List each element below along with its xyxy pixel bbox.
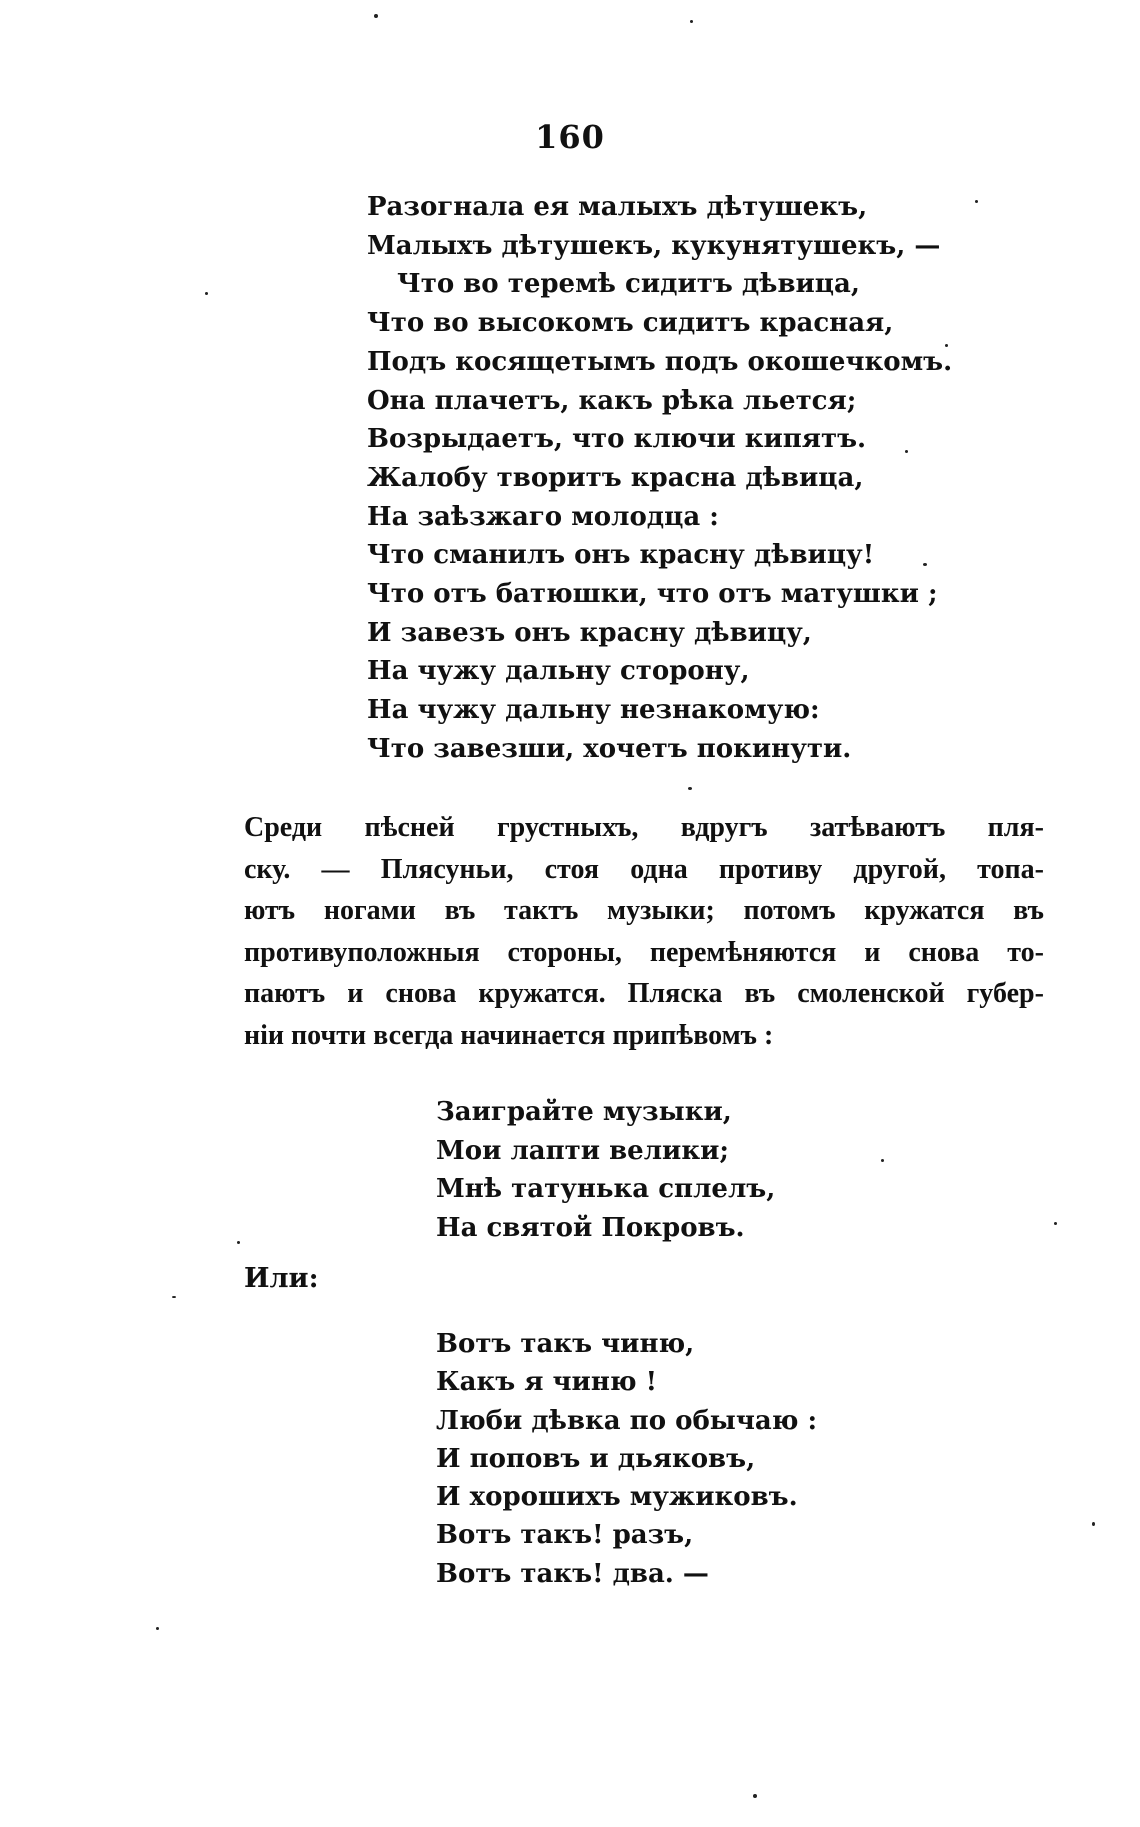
verse-line: Мнѣ татунька сплелъ,: [436, 1174, 776, 1204]
verse-line: Разогнала ея малыхъ дѣтушекъ,: [367, 192, 868, 222]
print-speck: [156, 1627, 159, 1630]
prose-word: стороны,: [507, 936, 622, 968]
prose-word: противуположныя: [244, 936, 480, 968]
verse-line: Вотъ такъ! два. —: [436, 1558, 709, 1589]
verse-line: Что сманилъ онъ красну дѣвицу!: [367, 540, 875, 571]
prose-word: топа-: [977, 853, 1044, 885]
prose-word: —: [321, 853, 350, 885]
prose-word: затѣваютъ: [810, 812, 946, 843]
prose-word: перемѣняются: [649, 936, 837, 968]
verse-line: Что во высокомъ сидитъ красная,: [367, 308, 894, 339]
print-speck: [905, 450, 908, 453]
verse-line: И хорошихъ мужиковъ.: [436, 1482, 798, 1513]
verse-line: Она плачетъ, какъ рѣка льется;: [367, 385, 857, 416]
verse-line: Заиграйте музыки,: [436, 1097, 732, 1127]
prose-word: ютъ: [244, 895, 296, 927]
prose-word: одна: [630, 853, 688, 885]
page-number: 160: [535, 118, 605, 156]
print-speck: [690, 20, 693, 23]
prose-word: и: [864, 936, 881, 968]
prose-word: въ: [744, 978, 776, 1010]
print-speck: [374, 14, 378, 18]
prose-word: кружатся: [864, 895, 985, 927]
verse-line: Подъ косящетымъ подъ окошечкомъ.: [367, 346, 953, 377]
verse-line: Мои лапти велики;: [436, 1135, 729, 1166]
prose-word: музыки;: [607, 895, 715, 927]
prose-word: стоя: [544, 853, 600, 885]
prose-word: и: [347, 978, 364, 1010]
label-or: Или:: [244, 1263, 319, 1294]
prose-word: ніи почти всегда начинается припѣвомъ :: [244, 1019, 774, 1051]
prose-paragraph: [244, 807, 1044, 1057]
print-speck: [881, 1159, 884, 1162]
print-speck: [172, 1296, 176, 1298]
verse-line: На заѣзжаго молодца :: [367, 501, 719, 532]
prose-word: ску.: [244, 853, 291, 885]
verse-line: Что отъ батюшки, что отъ матушки ;: [367, 579, 938, 610]
verse-line: На чужу дальну незнакомую:: [367, 695, 820, 726]
prose-line: [244, 1015, 1044, 1057]
verse-line: На святой Покровъ.: [436, 1212, 745, 1243]
print-speck: [205, 292, 208, 295]
print-speck: [945, 344, 948, 347]
prose-word: Плясуньи,: [380, 853, 514, 885]
print-speck: [688, 787, 692, 790]
prose-line: [244, 932, 1044, 974]
verse-line: Вотъ такъ чиню,: [436, 1329, 695, 1359]
prose-word: потомъ: [743, 895, 836, 927]
verse-line: На чужу дальну сторону,: [367, 656, 750, 687]
prose-word: противу: [718, 853, 823, 885]
prose-word: въ: [444, 895, 476, 927]
prose-word: другой,: [853, 853, 946, 885]
prose-word: вдругъ: [680, 812, 768, 843]
verse-block-refrain: [436, 1093, 775, 1247]
prose-word: пѣсней: [364, 812, 455, 843]
prose-word: пля-: [987, 812, 1044, 843]
verse-line: Возрыдаетъ, что ключи кипятъ.: [367, 424, 867, 455]
print-speck: [1054, 1222, 1057, 1225]
verse-line: Вотъ такъ! разъ,: [436, 1520, 694, 1551]
prose-word: снова: [385, 978, 457, 1010]
verse-line: Какъ я чиню !: [436, 1367, 657, 1398]
verse-line: Что завезши, хочетъ покинути.: [367, 733, 852, 764]
verse-line: И поповъ и дьяковъ,: [436, 1443, 756, 1474]
prose-word: кружатся.: [478, 978, 606, 1010]
print-speck: [1092, 1522, 1095, 1526]
verse-line: Что во теремѣ сидитъ дѣвица,: [397, 269, 860, 300]
verse-block-lament: [367, 188, 952, 769]
verse-block-dance-song: [436, 1325, 817, 1593]
prose-word: въ: [1013, 895, 1044, 927]
print-speck: [975, 200, 978, 203]
prose-line: [244, 973, 1044, 1015]
prose-word: смоленской: [797, 978, 945, 1010]
prose-word: губер-: [966, 978, 1044, 1010]
prose-word: Пляска: [627, 978, 723, 1010]
prose-line: [244, 807, 1044, 849]
prose-word: тактъ: [504, 895, 579, 927]
prose-line: [244, 890, 1044, 932]
prose-word: Среди: [244, 812, 323, 843]
prose-word: паютъ: [244, 978, 326, 1010]
prose-word: ногами: [323, 895, 416, 927]
prose-word: грустныхъ,: [496, 812, 639, 843]
print-speck: [923, 563, 927, 566]
prose-word: то-: [1007, 936, 1044, 968]
verse-line: Люби дѣвка по обычаю :: [436, 1405, 818, 1436]
prose-line: [244, 849, 1044, 891]
print-speck: [237, 1241, 240, 1244]
verse-line: И завезъ онъ красну дѣвицу,: [367, 617, 812, 648]
verse-line: Малыхъ дѣтушекъ, кукунятушекъ, —: [367, 230, 941, 261]
print-speck: [753, 1794, 757, 1798]
prose-word: снова: [908, 936, 980, 968]
verse-line: Жалобу творитъ красна дѣвица,: [367, 462, 864, 493]
